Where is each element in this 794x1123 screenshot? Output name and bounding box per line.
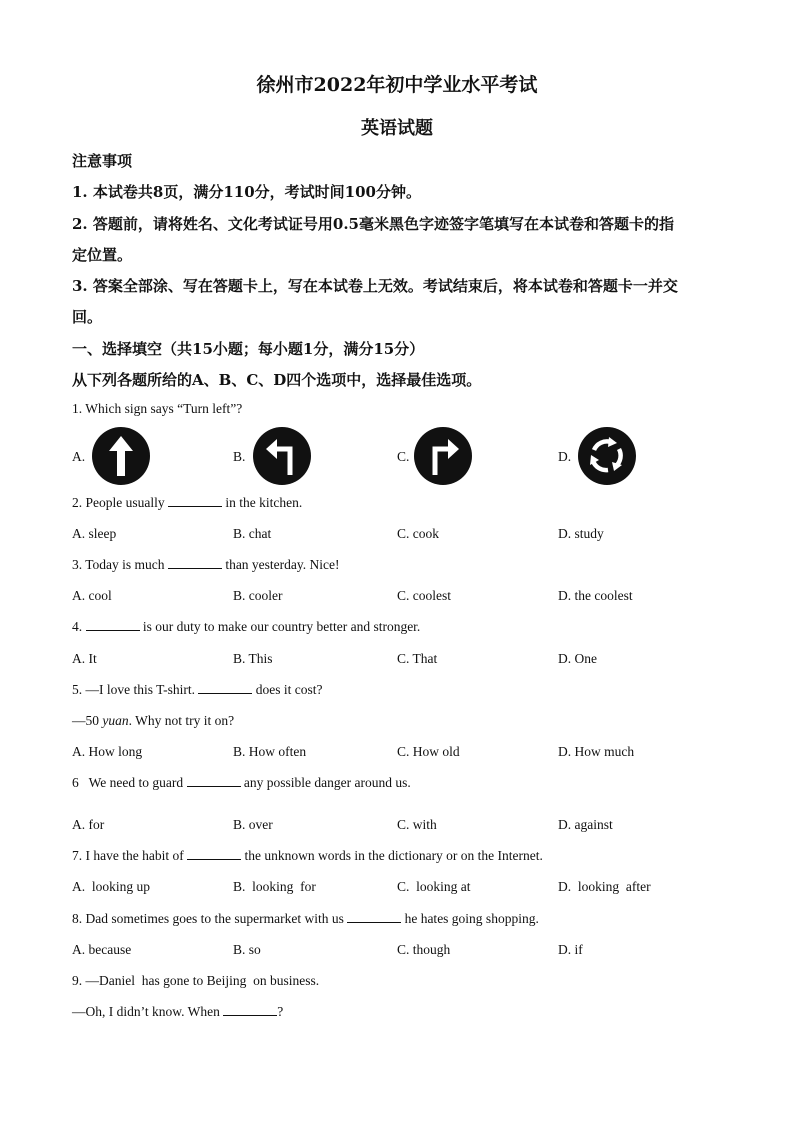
question-5-stem-start: 5. —I love this T-shirt.	[72, 682, 199, 697]
question-9-reply	[72, 1004, 283, 1020]
question-6-option-b: B. over	[233, 817, 273, 832]
answer-blank	[223, 1004, 277, 1016]
question-8-stem-start: 8. Dad sometimes goes to the supermarket with us	[72, 911, 348, 926]
arrow-up-sign-icon	[92, 427, 150, 485]
answer-blank	[347, 911, 401, 923]
question-7-stem	[72, 848, 543, 864]
notes-item-2-line-2: 定位置。	[72, 246, 133, 264]
question-3-option-a: A. cool	[72, 588, 112, 603]
question-8-option-b: B. so	[233, 942, 261, 957]
question-1-text: 1. Which sign says “Turn left”?	[72, 401, 243, 416]
question-2-option-d: D. study	[558, 526, 604, 541]
question-1-option-c-label: C.	[397, 449, 410, 464]
question-4-option-c: C. That	[397, 651, 438, 666]
question-4-option-d: D. One	[558, 651, 597, 666]
question-7-option-c: C. looking at	[397, 879, 471, 894]
question-7-option-d: D. looking after	[558, 879, 651, 894]
question-5-reply	[72, 713, 234, 729]
section-instruction: 从下列各题所给的A、B、C、D四个选项中，选择最佳选项。	[72, 371, 482, 389]
question-5-stem	[72, 682, 323, 698]
question-7-option-a: A. looking up	[72, 879, 151, 894]
answer-blank	[198, 682, 252, 694]
question-2-stem-end: in the kitchen.	[222, 495, 303, 510]
answer-blank	[168, 495, 222, 507]
question-9-stem: 9. —Daniel has gone to Beijing on business.	[72, 973, 320, 988]
question-3-stem	[72, 557, 340, 573]
question-7-option-b: B. looking for	[233, 879, 316, 894]
question-9-reply-end: ?	[277, 1004, 284, 1019]
notes-heading: 注意事项	[72, 152, 133, 170]
question-5-stem-end: does it cost?	[252, 682, 323, 697]
question-4-stem	[72, 619, 420, 635]
question-2-stem-start: 2. People usually	[72, 495, 168, 510]
answer-blank	[168, 557, 222, 569]
notes-item-1: 1. 本试卷共8页，满分110分，考试时间100分钟。	[72, 183, 421, 201]
question-5-option-a: A. How long	[72, 744, 143, 759]
question-2-option-a: A. sleep	[72, 526, 117, 541]
exam-title: 徐州市2022年初中学业水平考试	[256, 74, 538, 96]
answer-blank	[86, 619, 140, 631]
question-3-option-c: C. coolest	[397, 588, 451, 603]
turn-left-sign-icon	[253, 427, 311, 485]
section-heading: 一、选择填空（共15小题；每小题1分，满分15分）	[72, 340, 425, 358]
question-4-stem-end: is our duty to make our country better and stronger.	[139, 619, 421, 634]
question-8-stem-end: he hates going shopping.	[401, 911, 539, 926]
question-4-option-a: A. It	[72, 651, 97, 666]
answer-blank	[187, 848, 241, 860]
question-5-option-c: C. How old	[397, 744, 460, 759]
question-1-option-a-label: A.	[72, 449, 86, 464]
question-2-option-c: C. cook	[397, 526, 439, 541]
question-6-stem	[72, 775, 411, 791]
notes-item-3-line-1: 3. 答案全部涂、写在答题卡上，写在本试卷上无效。考试结束后，将本试卷和答题卡一并交	[72, 277, 678, 295]
question-7-stem-end: the unknown words in the dictionary or on the Internet.	[241, 848, 543, 863]
notes-item-2-line-1: 2. 答题前，请将姓名、文化考试证号用0.5毫米黑色字迹签字笔填写在本试卷和答题卡的指	[72, 215, 674, 233]
question-3-stem-end: than yesterday. Nice!	[221, 557, 340, 572]
question-1-option-b-label: B.	[233, 449, 246, 464]
question-6-option-a: A. for	[72, 817, 105, 832]
question-8-option-a: A. because	[72, 942, 132, 957]
answer-blank	[187, 775, 241, 787]
question-2-option-b: B. chat	[233, 526, 272, 541]
question-3-option-b: B. cooler	[233, 588, 283, 603]
exam-subtitle: 英语试题	[361, 118, 433, 139]
notes-item-3-line-2: 回。	[72, 308, 103, 326]
question-5-option-d: D. How much	[558, 744, 635, 759]
roundabout-sign-icon	[578, 427, 636, 485]
question-8-option-c: C. though	[397, 942, 451, 957]
question-5-option-b: B. How often	[233, 744, 307, 759]
question-6-option-c: C. with	[397, 817, 437, 832]
question-5-reply-italic: yuan	[102, 713, 129, 728]
question-6-option-d: D. against	[558, 817, 613, 832]
question-7-stem-start: 7. I have the habit of	[72, 848, 188, 863]
question-4-stem-start: 4.	[72, 619, 86, 634]
question-1-option-d-label: D.	[558, 449, 572, 464]
question-4-option-b: B. This	[233, 651, 273, 666]
question-6-stem-end: any possible danger around us.	[240, 775, 411, 790]
question-8-stem	[72, 911, 539, 927]
question-3-option-d: D. the coolest	[558, 588, 633, 603]
question-5-reply-start: —50	[72, 713, 103, 728]
question-3-stem-start: 3. Today is much	[72, 557, 168, 572]
turn-right-sign-icon	[414, 427, 472, 485]
question-9-reply-start: —Oh, I didn’t know. When	[72, 1004, 224, 1019]
question-8-option-d: D. if	[558, 942, 583, 957]
question-6-stem-start: 6 We need to guard	[72, 775, 187, 790]
question-5-reply-end: . Why not try it on?	[128, 713, 235, 728]
question-2-stem	[72, 495, 302, 511]
